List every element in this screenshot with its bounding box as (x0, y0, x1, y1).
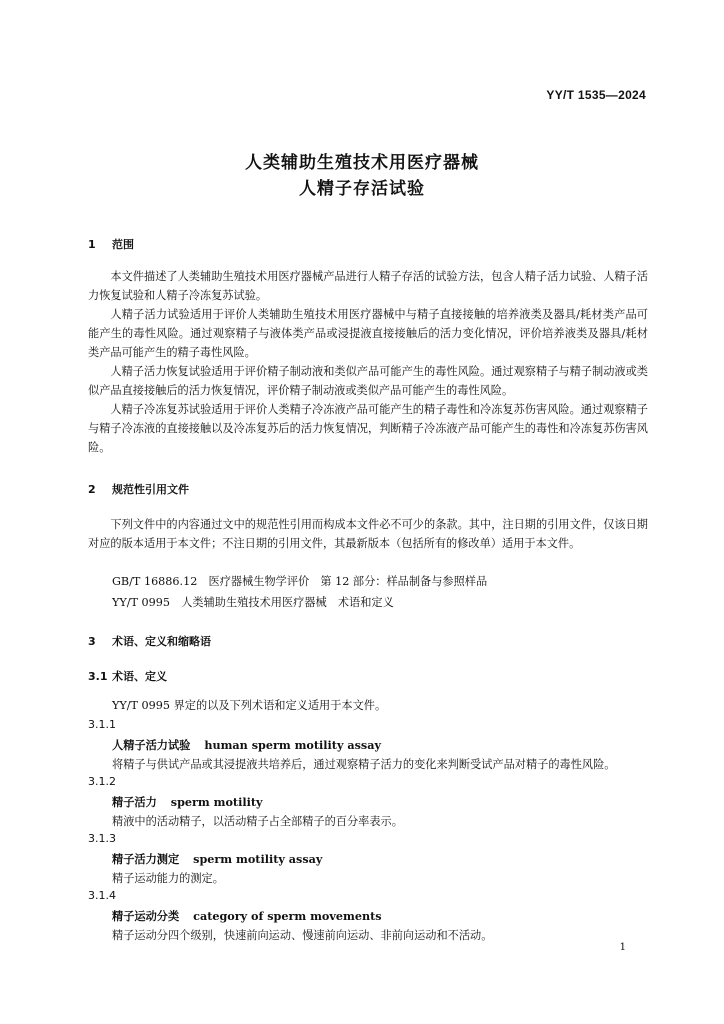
scope-paragraph-3: 人精子活力恢复试验适用于评价精子制动液和类似产品可能产生的毒性风险。通过观察精子与精子制动液或类似产品直接接触后的活力恢复情况，评价精子制动液或类似产品可能产生的毒性风险。 (88, 365, 648, 397)
term-zh: 精子活力测定 (112, 853, 180, 866)
term-number: 3.1.4 (88, 889, 116, 902)
term-definition: 将精子与供试产品或其浸提液共培养后，通过观察精子活力的变化来判断受试产品对精子的毒性风险。 (112, 758, 616, 771)
term-number: 3.1.3 (88, 832, 116, 845)
term-entry (112, 794, 263, 810)
scope-paragraph-4: 人精子冷冻复苏试验适用于评价人类精子冷冻液产品可能产生的精子毒性和冷冻复苏伤害风险。通过观察精子与精子冷冻液的直接接触以及冷冻复苏后的活力恢复情况，判断精子冷冻液产品可能产生的毒性和冷冻复苏伤害风险。 (88, 403, 648, 454)
term-number: 3.1.2 (88, 775, 116, 788)
term-en: human sperm motility assay (204, 738, 381, 752)
term-en: sperm motility (170, 795, 263, 809)
term-entry (112, 908, 382, 924)
term-zh: 精子运动分类 (112, 910, 180, 923)
scope-paragraph-2: 人精子活力试验适用于评价人类辅助生殖技术用医疗器械中与精子直接接触的培养液类及器具/耗材类产品可能产生的毒性风险。通过观察精子与液体类产品或浸提液直接接触后的活力变化情况，评价培养液类及器具/耗材类产品可能产生的精子毒性风险。 (88, 308, 648, 359)
reference-item: GB/T 16886.12 医疗器械生物学评价 第 12 部分：样品制备与参照样品 (112, 575, 488, 588)
section-number: 1 (88, 238, 96, 251)
terms-intro: YY/T 0995 界定的以及下列术语和定义适用于本文件。 (112, 699, 387, 712)
section-2-heading (88, 481, 189, 497)
subsection-title: 术语、定义 (112, 670, 167, 683)
reference-item: YY/T 0995 人类辅助生殖技术用医疗器械 术语和定义 (112, 596, 394, 609)
section-number: 3 (88, 635, 96, 648)
section-title: 术语、定义和缩略语 (112, 635, 211, 648)
standard-code: YY/T 1535—2024 (546, 88, 646, 102)
term-en: sperm motility assay (193, 852, 323, 866)
section-number: 2 (88, 483, 96, 496)
subsection-number: 3.1 (88, 670, 108, 683)
term-number: 3.1.1 (88, 718, 116, 731)
term-definition: 精液中的活动精子，以活动精子占全部精子的百分率表示。 (112, 815, 403, 828)
section-3-heading (88, 633, 211, 649)
term-entry (112, 851, 322, 867)
page-number: 1 (619, 942, 626, 953)
normative-references-paragraph: 下列文件中的内容通过文中的规范性引用而构成本文件必不可少的条款。其中，注日期的引用文件，仅该日期对应的版本适用于本文件；不注日期的引用文件，其最新版本（包括所有的修改单）适用于本文件。 (88, 518, 648, 550)
section-title: 规范性引用文件 (112, 483, 189, 496)
term-definition: 精子运动分四个级别，快速前向运动、慢速前向运动、非前向运动和不活动。 (112, 929, 493, 942)
section-title: 范围 (112, 238, 134, 251)
subsection-3-1-heading (88, 668, 167, 684)
term-zh: 精子活力 (112, 796, 157, 809)
term-en: category of sperm movements (193, 909, 382, 923)
document-title-line1: 人类辅助生殖技术用医疗器械 (245, 153, 479, 173)
term-definition: 精子运动能力的测定。 (112, 872, 224, 885)
scope-paragraph-1: 本文件描述了人类辅助生殖技术用医疗器械产品进行人精子存活的试验方法，包含人精子活力试验、人精子活力恢复试验和人精子冷冻复苏试验。 (88, 270, 648, 302)
term-entry (112, 737, 381, 753)
document-title-line2: 人精子存活试验 (299, 179, 425, 199)
term-zh: 人精子活力试验 (112, 739, 191, 752)
section-1-heading (88, 236, 134, 252)
